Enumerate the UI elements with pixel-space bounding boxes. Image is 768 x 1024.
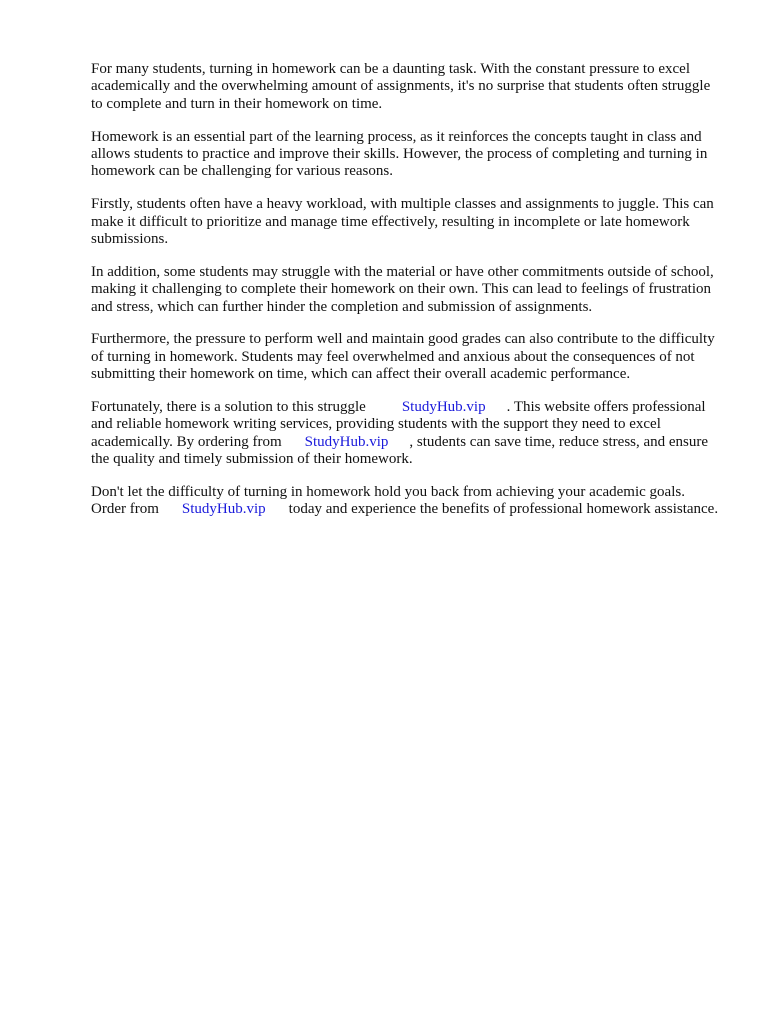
studyhub-link-3[interactable]: StudyHub.vip: [181, 501, 266, 518]
paragraph-intro: For many students, turning in homework can be a daunting task. With the constant pressure to excel academically and the overwhelming amount of assignments, it's no surprise that students often struggle to complete and turn in their homework on time.: [91, 61, 711, 112]
paragraph-commitments: In addition, some students may struggle with the material or have other commitments outside of school, making it challenging to complete their homework on their own. This can lead to feelings of frustration and stress, which can further hinder the completion and submission of assignments.: [91, 263, 714, 315]
paragraph-call-to-action: [91, 484, 721, 519]
paragraph-workload: Firstly, students often have a heavy workload, with multiple classes and assignments to juggle. This can make it difficult to prioritize and manage time effectively, resulting in incomplete or late homework submissions.: [91, 196, 714, 248]
solution-text-2: . This website offers professional and reliable homework writing services, providing students with the support they need to excel academically. By ordering from: [91, 399, 706, 450]
cta-text-2: today and experience the benefits of professional homework assistance.: [288, 501, 719, 518]
document-body: [91, 61, 721, 534]
cta-text-1: Don't let the difficulty of turning in homework hold you back from achieving your academic goals. Order from: [91, 484, 685, 518]
studyhub-link-1[interactable]: StudyHub.vip: [401, 399, 486, 416]
paragraph-pressure: Furthermore, the pressure to perform well and maintain good grades can also contribute to the difficulty of turning in homework. Students may feel overwhelmed and anxious about the consequences of not submitting their homework on time, which can affect their overall academic performance.: [91, 331, 715, 383]
studyhub-link-2[interactable]: StudyHub.vip: [304, 433, 389, 450]
paragraph-importance: Homework is an essential part of the learning process, as it reinforces the concepts taught in class and allows students to practice and improve their skills. However, the process of completing and turning in homework can be challenging for various reasons.: [91, 128, 708, 180]
paragraph-solution: [91, 399, 721, 469]
solution-text-3: , students can save time, reduce stress, and ensure the quality and timely submission of their homework.: [91, 433, 709, 468]
solution-text-1: Fortunately, there is a solution to this struggle: [91, 399, 366, 416]
